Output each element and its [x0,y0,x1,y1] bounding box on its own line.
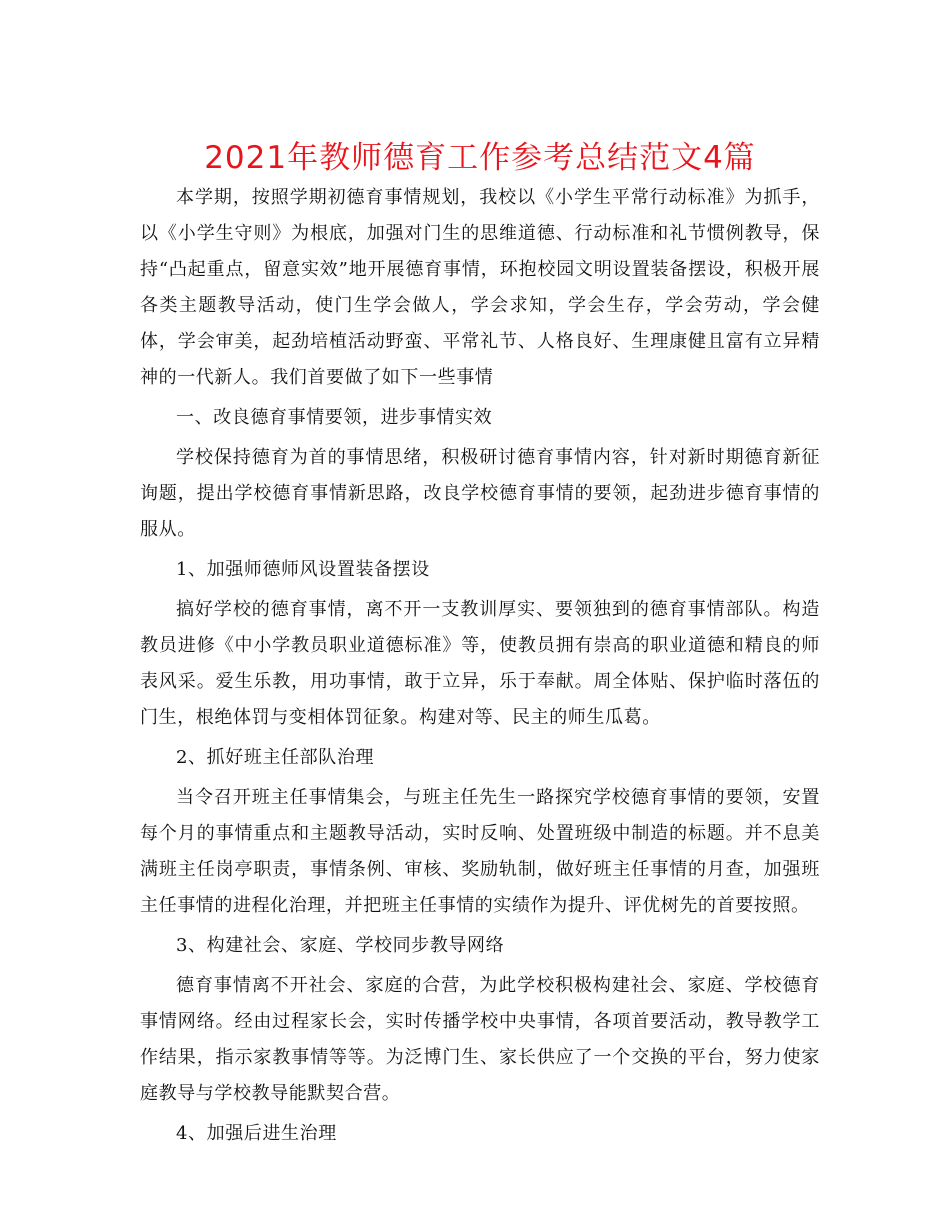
item1-heading: 1、加强师德师风设置装备摆设 [176,559,430,580]
item2-paragraph: 当令召开班主任事情集会，与班主任先生一路探究学校德育事情的要领，安置每个月的事情重点和主题教导活动，实时反响、处置班级中制造的标题。并不息美满班主任岗亭职责，事情条例、审核、奖励轨制，做好班主任事情的月查，加强班主任事情的进程化治理，并把班主任事情的实绩作为提升、评优树先的首要按照。 [140,787,820,916]
document-title: 2021年教师德育工作参考总结范文4篇 [204,140,756,176]
section1-paragraph: 学校保持德育为首的事情思绪，积极研讨德育事情内容，针对新时期德育新征询题，提出学校德育事情新思路，改良学校德育事情的要领，起劲进步德育事情的服从。 [140,447,820,540]
intro-paragraph: 本学期，按照学期初德育事情规划，我校以《小学生平常行动标准》为抓手，以《小学生守则》为根底，加强对门生的思维道德、行动标准和礼节惯例教导，保持“凸起重点，留意实效”地开展德育事情，环抱校园文明设置装备摆设，积极开展各类主题教导活动，使门生学会做人，学会求知，学会生存，学会劳动，学会健体，学会审美，起劲培植活动野蛮、平常礼节、人格良好、生理康健且富有立异精神的一代新人。我们首要做了如下一些事情 [140,187,820,388]
item4-heading: 4、加强后进生治理 [176,1123,337,1144]
document-body [140,180,820,1152]
item1-paragraph: 搞好学校的德育事情，离不开一支教训厚实、要领独到的德育事情部队。构造教员进修《中小学教员职业道德标准》等，使教员拥有崇高的职业道德和精良的师表风采。爱生乐教，用功事情，敢于立异，乐于奉献。周全体贴、保护临时落伍的门生，根绝体罚与变相体罚征象。构建对等、民主的师生瓜葛。 [140,599,820,728]
item2-heading: 2、抓好班主任部队治理 [176,747,375,768]
item3-heading: 3、构建社会、家庭、学校同步教导网络 [176,935,505,956]
section1-heading: 一、改良德育事情要领，进步事情实效 [176,407,493,428]
item3-paragraph: 德育事情离不开社会、家庭的合营，为此学校积极构建社会、家庭、学校德育事情网络。经由过程家长会，实时传播学校中央事情，各项首要活动，教导教学工作结果，指示家教事情等等。为泛博门生、家长供应了一个交换的平台，努力使家庭教导与学校教导能默契合营。 [140,975,820,1104]
